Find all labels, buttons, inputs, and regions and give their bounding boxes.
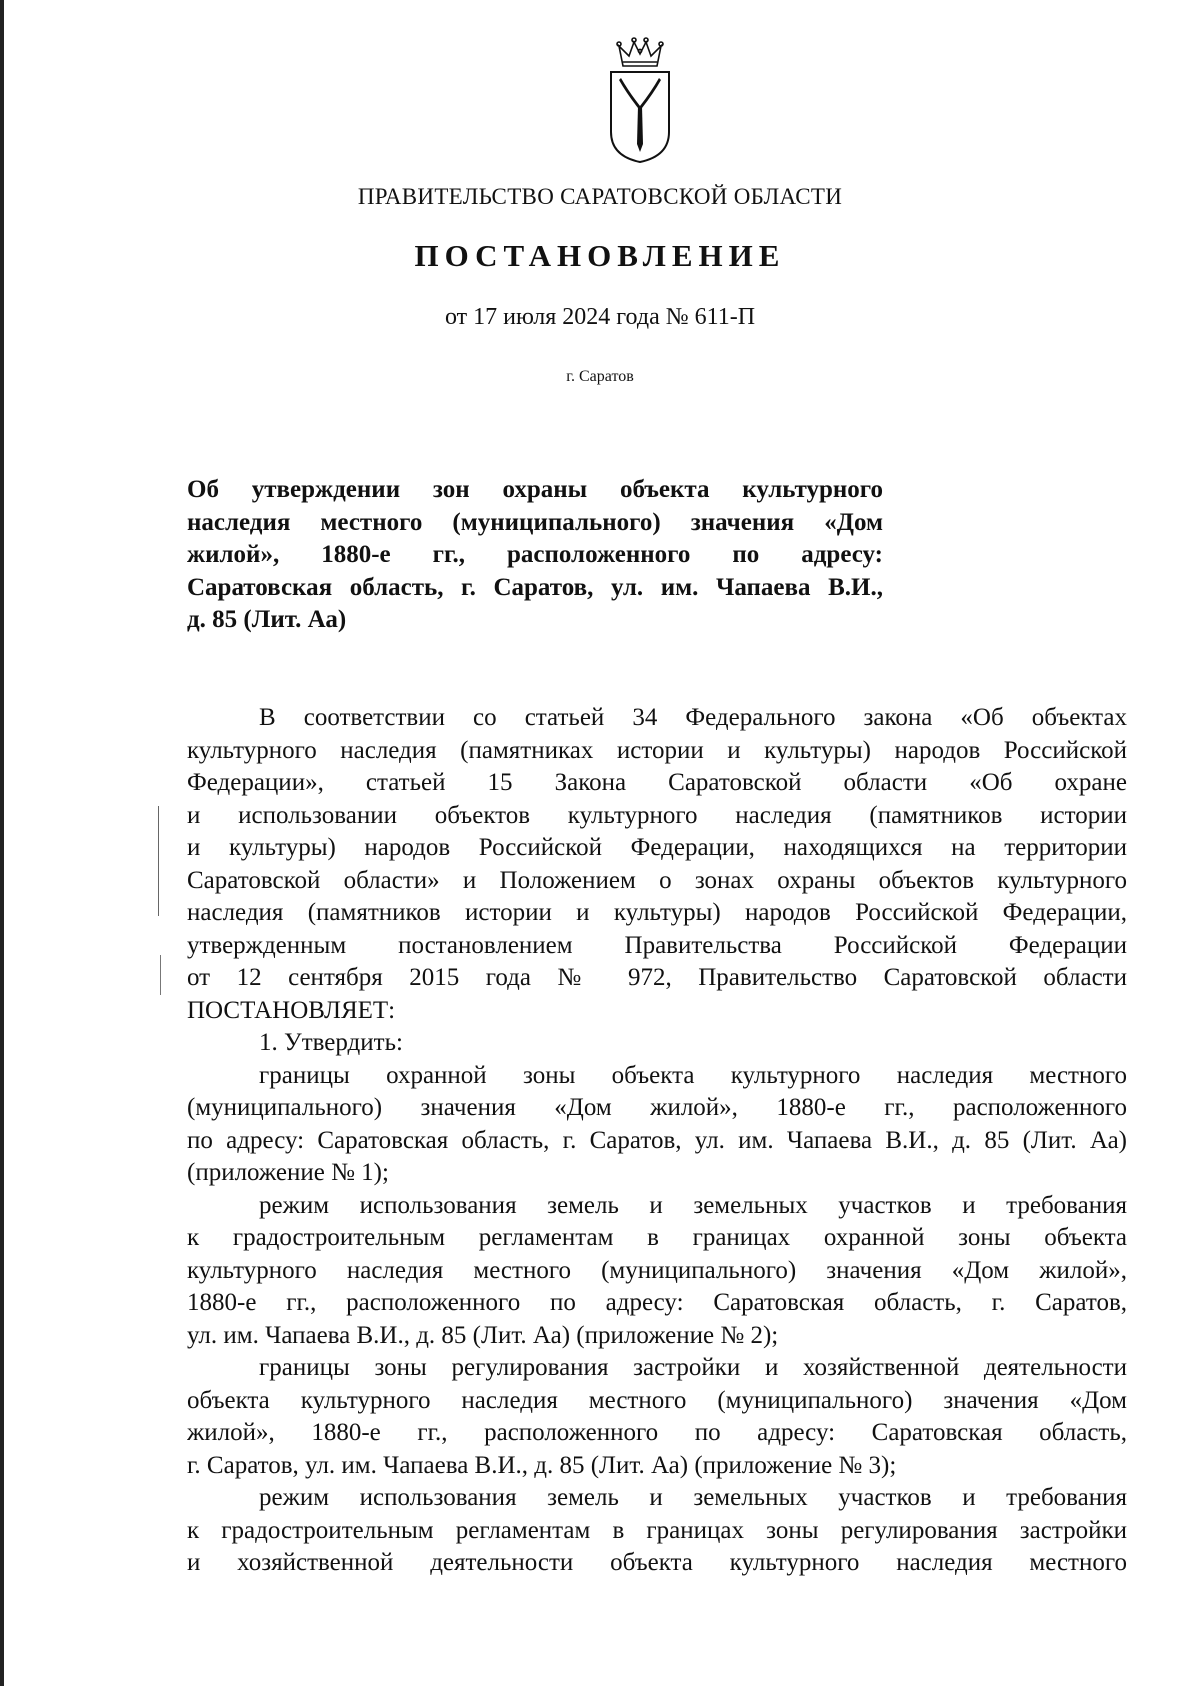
body-line: Саратовской области» и Положением о зонах охраны объектов культурного	[187, 866, 1127, 894]
body-line: границы зоны регулирования застройки и хозяйственной деятельности	[259, 1354, 1127, 1381]
body-line: режим использования земель и земельных участков и требования	[259, 1484, 1127, 1511]
title-line: жилой», 1880-е гг., расположенного по адресу:	[187, 541, 883, 568]
body-line: ПОСТАНОВЛЯЕТ:	[187, 996, 396, 1024]
body-line: и культуры) народов Российской Федерации, находящихся на территории	[187, 834, 1127, 861]
body-line: границы охранной зоны объекта культурного наследия местного	[259, 1061, 1127, 1089]
body-line: утвержденным постановлением Правительства Российской Федерации	[187, 931, 1127, 959]
document-date-number: от 17 июля 2024 года № 611-П	[444, 304, 756, 330]
body-line: В соответствии со статьей 34 Федерального закона «Об объектах	[259, 704, 1127, 731]
title-line: д. 85 (Лит. Аа)	[187, 606, 347, 633]
document-city: г. Саратов	[566, 368, 634, 385]
organization-name: ПРАВИТЕЛЬСТВО САРАТОВСКОЙ ОБЛАСТИ	[357, 184, 843, 209]
body-line: и использовании объектов культурного наследия (памятников истории	[187, 801, 1127, 829]
body-line: г. Саратов, ул. им. Чапаева В.И., д. 85 (Лит. Аа) (приложение № 3);	[187, 1451, 897, 1479]
body-line: ул. им. Чапаева В.И., д. 85 (Лит. Аа) (приложение № 2);	[187, 1321, 779, 1349]
body-line: по адресу: Саратовская область, г. Саратов, ул. им. Чапаева В.И., д. 85 (Лит. Аа)	[187, 1126, 1127, 1154]
body-line: наследия (памятников истории и культуры) народов Российской Федерации,	[187, 899, 1127, 926]
document-title	[187, 474, 883, 637]
document-type: ПОСТАНОВЛЕНИЕ	[414, 238, 786, 273]
body-line: Федерации», статьей 15 Закона Саратовской области «Об охране	[187, 769, 1127, 796]
document-body	[187, 702, 1127, 1580]
body-line: (приложение № 1);	[187, 1159, 389, 1186]
body-line: и хозяйственной деятельности объекта культурного наследия местного	[187, 1549, 1127, 1576]
body-line: 1. Утвердить:	[259, 1029, 403, 1056]
title-line: Об утверждении зон охраны объекта культурного	[187, 476, 883, 503]
title-line: наследия местного (муниципального) значения «Дом	[187, 508, 883, 536]
body-line: от 12 сентября 2015 года № 972, Правительство Саратовской области	[187, 964, 1127, 991]
body-line: культурного наследия (памятниках истории и культуры) народов Российской	[187, 736, 1127, 764]
body-line: жилой», 1880-е гг., расположенного по адресу: Саратовская область,	[187, 1419, 1127, 1446]
body-line: (муниципального) значения «Дом жилой», 1880-е гг., расположенного	[187, 1094, 1127, 1121]
title-line: Саратовская область, г. Саратов, ул. им. Чапаева В.И.,	[187, 573, 883, 601]
body-line: культурного наследия местного (муниципального) значения «Дом жилой»,	[187, 1256, 1127, 1284]
coat-of-arms-emblem	[605, 36, 675, 164]
body-line: объекта культурного наследия местного (муниципального) значения «Дом	[187, 1386, 1127, 1414]
margin-mark	[160, 955, 161, 995]
margin-mark	[158, 806, 159, 916]
body-line: к градостроительным регламентам в границах охранной зоны объекта	[187, 1224, 1127, 1251]
body-line: режим использования земель и земельных участков и требования	[259, 1191, 1127, 1219]
body-line: 1880-е гг., расположенного по адресу: Саратовская область, г. Саратов,	[187, 1289, 1127, 1316]
body-line: к градостроительным регламентам в границах зоны регулирования застройки	[187, 1516, 1127, 1544]
